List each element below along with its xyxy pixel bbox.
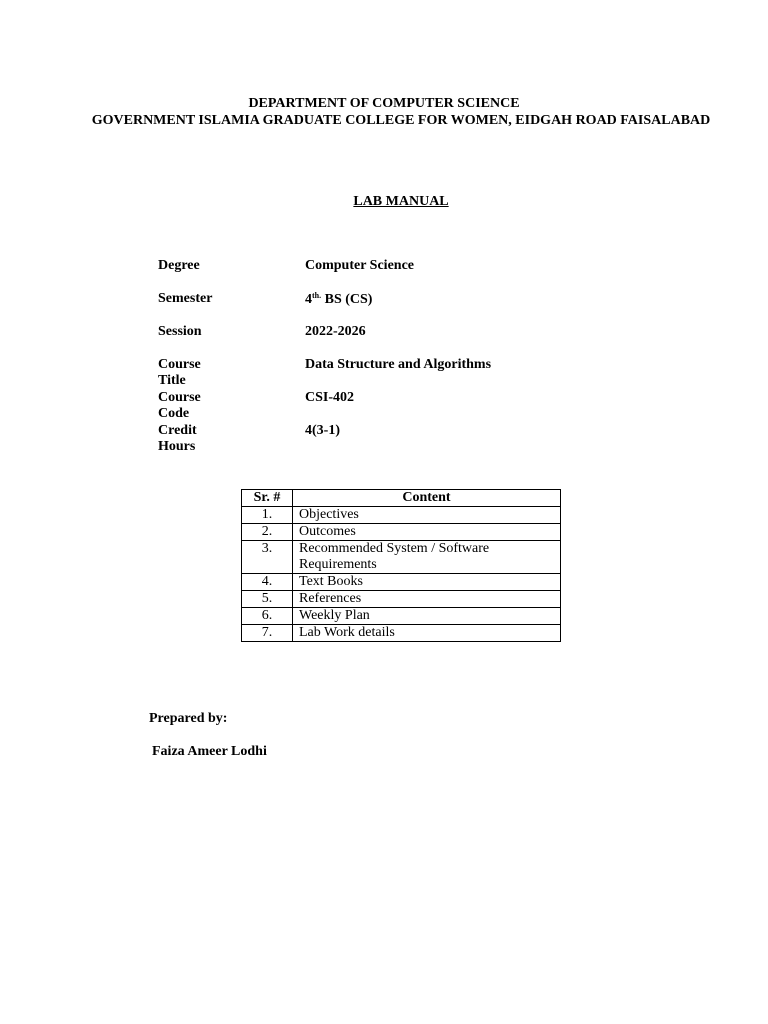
row-content: Outcomes [293, 524, 561, 541]
info-label: Semester [158, 291, 213, 306]
row-content: Lab Work details [293, 625, 561, 642]
info-label: Course Title [158, 357, 201, 388]
row-content: Recommended System / Software Requirements [293, 541, 561, 574]
semester-program: BS (CS) [324, 292, 373, 307]
row-number: 2. [242, 524, 293, 541]
row-content: Weekly Plan [293, 608, 561, 625]
row-content: References [293, 591, 561, 608]
author-name: Faiza Ameer Lodhi [152, 744, 267, 759]
column-header-sr: Sr. # [242, 490, 293, 507]
info-label: Course Code [158, 390, 201, 421]
info-value: Computer Science [305, 258, 414, 273]
info-value [305, 291, 372, 308]
table-row [242, 608, 561, 625]
department-name: DEPARTMENT OF COMPUTER SCIENCE [248, 96, 520, 111]
row-number: 3. [242, 541, 293, 574]
row-number: 4. [242, 574, 293, 591]
info-label: Session [158, 324, 202, 339]
table-row [242, 625, 561, 642]
row-number: 1. [242, 507, 293, 524]
table-row [242, 591, 561, 608]
row-number: 6. [242, 608, 293, 625]
semester-number: 4 [305, 292, 312, 307]
info-label: Degree [158, 258, 200, 273]
prepared-by-label: Prepared by: [149, 711, 228, 726]
row-number: 5. [242, 591, 293, 608]
info-value: 2022-2026 [305, 324, 366, 339]
contents-table [241, 489, 561, 642]
table-row [242, 541, 561, 574]
row-number: 7. [242, 625, 293, 642]
table-row [242, 524, 561, 541]
row-content: Text Books [293, 574, 561, 591]
table-header-row [242, 490, 561, 507]
info-value: Data Structure and Algorithms [305, 357, 492, 372]
semester-suffix: th. [312, 291, 322, 300]
document-title: LAB MANUAL [353, 194, 449, 209]
table-row [242, 574, 561, 591]
info-value: CSI-402 [305, 390, 355, 405]
college-name: GOVERNMENT ISLAMIA GRADUATE COLLEGE FOR WOMEN, EIDGAH ROAD FAISALABAD [91, 113, 711, 128]
info-label: Credit Hours [158, 423, 197, 454]
table-row [242, 507, 561, 524]
info-value: 4(3-1) [305, 423, 340, 438]
column-header-content: Content [293, 490, 561, 507]
row-content: Objectives [293, 507, 561, 524]
document-header [0, 95, 768, 129]
